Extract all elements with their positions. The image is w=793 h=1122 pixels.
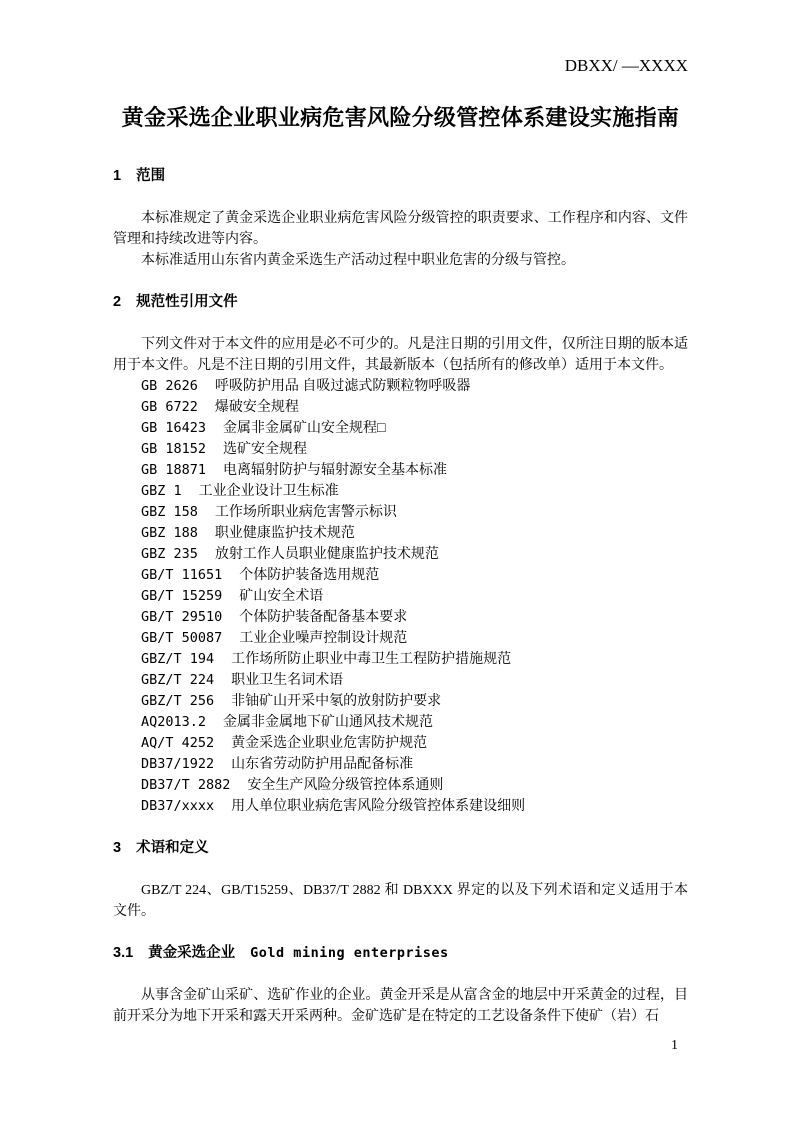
terms-intro: GBZ/T 224、GB/T15259、DB37/T 2882 和 DBXXX 界定的以及下列术语和定义适用于本文件。: [113, 883, 688, 919]
term-number: 3.1: [113, 945, 134, 961]
reference-code: AQ/T 4252: [141, 735, 215, 751]
reference-title: 个体防护装备选用规范: [239, 568, 380, 583]
reference-title: 电离辐射防护与辐射源安全基本标准: [223, 463, 448, 478]
reference-code: GB 16423: [141, 420, 207, 436]
term-heading: [113, 943, 688, 964]
section-number: 3: [113, 840, 122, 856]
reference-title: 呼吸防护用品 自吸过滤式防颗粒物呼吸器: [214, 379, 471, 394]
reference-title: 工作场所职业病危害警示标识: [214, 505, 397, 520]
page-number: 1: [671, 1038, 678, 1053]
paragraph: 本标准适用山东省内黄金采选生产活动过程中职业危害的分级与管控。: [141, 253, 575, 268]
reference-title: 爆破安全规程: [214, 400, 299, 415]
reference-code: GB/T 50087: [141, 630, 223, 646]
doc-title: 黄金采选企业职业病危害风险分级管控体系建设实施指南: [121, 105, 680, 130]
reference-title: 黄金采选企业职业危害防护规范: [231, 736, 428, 751]
term-definition: 从事含金矿山采矿、选矿作业的企业。黄金开采是从富含金的地层中开采黄金的过程，目前开采分为地下开采和露天开采两种。金矿选矿是在特定的工艺设备条件下使矿（岩）石: [113, 988, 688, 1024]
reference-title: 工作场所防止职业中毒卫生工程防护措施规范: [231, 652, 512, 667]
section-references-heading: [113, 292, 688, 313]
reference-code: GB 6722: [141, 399, 198, 415]
reference-code: GBZ 158: [141, 504, 198, 520]
reference-code: GBZ 235: [141, 546, 198, 562]
reference-item: [113, 481, 688, 502]
reference-item: [113, 544, 688, 565]
section-terms-heading: [113, 838, 688, 859]
section-number: 1: [113, 168, 122, 184]
reference-title: 职业卫生名词术语: [231, 673, 344, 688]
reference-item: [113, 439, 688, 460]
reference-code: GBZ/T 256: [141, 693, 215, 709]
paragraph: 本标准规定了黄金采选企业职业病危害风险分级管控的职责要求、工作程序和内容、文件管理和持续改进等内容。: [113, 211, 688, 247]
reference-item: [113, 460, 688, 481]
section-title: 范围: [136, 168, 166, 184]
reference-title: 放射工作人员职业健康监护技术规范: [214, 547, 439, 562]
reference-code: GBZ 188: [141, 525, 198, 541]
term-en: Gold mining enterprises: [250, 945, 449, 961]
reference-item: [113, 418, 688, 439]
reference-item: [113, 670, 688, 691]
reference-item: [113, 523, 688, 544]
reference-code: GBZ 1: [141, 483, 182, 499]
term-zh: 黄金采选企业: [148, 945, 236, 961]
reference-title: 非铀矿山开采中氡的放射防护要求: [231, 694, 442, 709]
reference-code: DB37/1922: [141, 756, 215, 772]
reference-code: GB 18871: [141, 462, 207, 478]
reference-code: AQ2013.2: [141, 714, 207, 730]
reference-item: [113, 754, 688, 775]
reference-code: GBZ/T 224: [141, 672, 215, 688]
reference-title: 山东省劳动防护用品配备标准: [231, 757, 414, 772]
section-terms: [113, 838, 688, 1027]
reference-title: 安全生产风险分级管控体系通则: [247, 778, 444, 793]
reference-code: DB37/xxxx: [141, 798, 215, 814]
reference-item: [113, 565, 688, 586]
section-title: 术语和定义: [136, 840, 209, 856]
reference-title: 个体防护装备配备基本要求: [239, 610, 408, 625]
reference-title: 用人单位职业病危害风险分级管控体系建设细则: [231, 799, 526, 814]
reference-title: 工业企业噪声控制设计规范: [239, 631, 408, 646]
reference-code: GBZ/T 194: [141, 651, 215, 667]
section-scope-heading: [113, 166, 688, 187]
section-number: 2: [113, 294, 122, 310]
reference-list: [113, 376, 688, 817]
doc-code: DBXX/ —XXXX: [564, 56, 688, 75]
reference-item: [113, 691, 688, 712]
reference-title: 矿山安全术语: [239, 589, 324, 604]
reference-code: GB/T 29510: [141, 609, 223, 625]
reference-item: [113, 376, 688, 397]
reference-item: [113, 796, 688, 817]
reference-title: 金属非金属地下矿山通风技术规范: [223, 715, 434, 730]
reference-title: 职业健康监护技术规范: [214, 526, 355, 541]
reference-item: [113, 502, 688, 523]
references-intro: 下列文件对于本文件的应用是必不可少的。凡是注日期的引用文件，仅所注日期的版本适用于本文件。凡是不注日期的引用文件，其最新版本（包括所有的修改单）适用于本文件。: [113, 337, 688, 373]
section-scope: [113, 166, 688, 271]
reference-code: GB 18152: [141, 441, 207, 457]
reference-item: [113, 586, 688, 607]
reference-code: GB/T 15259: [141, 588, 223, 604]
reference-item: [113, 712, 688, 733]
reference-item: [113, 397, 688, 418]
reference-code: DB37/T 2882: [141, 777, 231, 793]
reference-title: 金属非金属矿山安全规程□: [223, 421, 386, 436]
reference-code: GB/T 11651: [141, 567, 223, 583]
reference-item: [113, 607, 688, 628]
reference-title: 工业企业设计卫生标准: [198, 484, 339, 499]
section-title: 规范性引用文件: [136, 294, 238, 310]
section-references: [113, 292, 688, 817]
reference-item: [113, 733, 688, 754]
reference-item: [113, 775, 688, 796]
reference-item: [113, 628, 688, 649]
reference-item: [113, 649, 688, 670]
reference-code: GB 2626: [141, 378, 198, 394]
reference-title: 选矿安全规程: [223, 442, 308, 457]
